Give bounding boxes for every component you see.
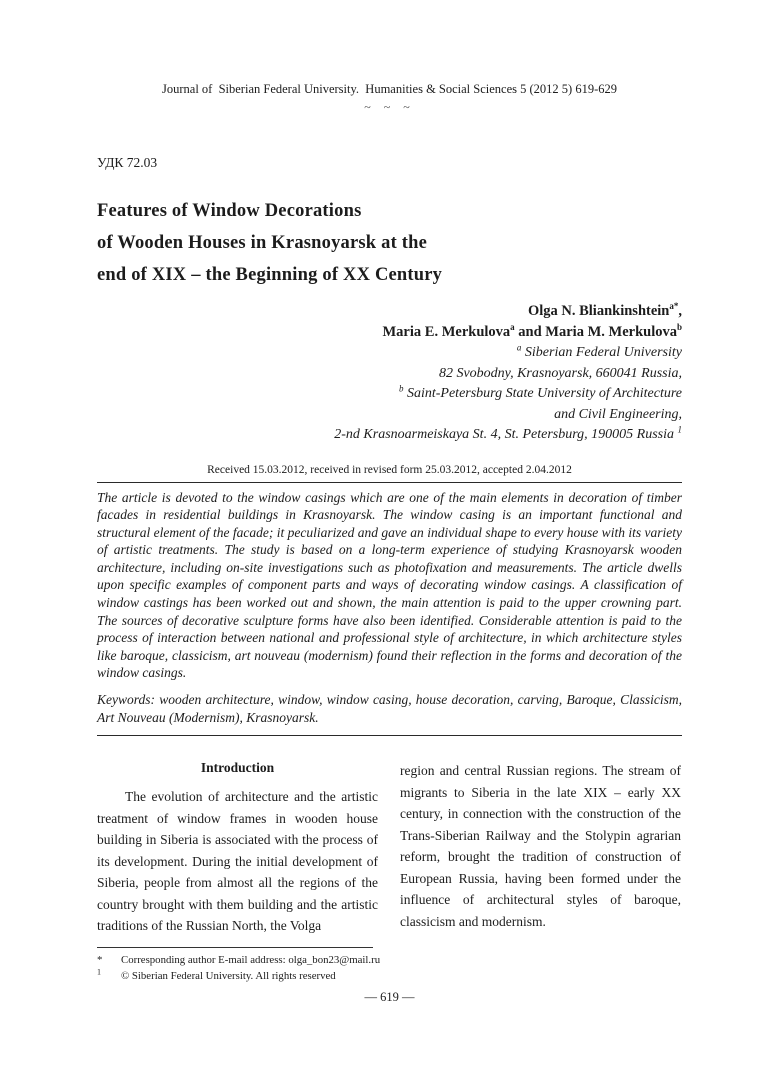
affiliation-line-5	[97, 425, 682, 446]
article-title-line-2: of Wooden Houses in Krasnoyarsk at the	[97, 233, 428, 253]
author-affiliation-mark: b	[676, 322, 682, 333]
author-affiliation-mark: a	[510, 322, 515, 333]
footnote-separator-rule	[97, 947, 373, 948]
author-name: and Maria M. Merkulova	[514, 324, 677, 340]
author-line-2	[97, 322, 682, 343]
keywords-paragraph: Keywords: wooden architecture, window, window casing, house decoration, carving, Baroque, Classicism, Art Nouveau (Modernism), Krasnoyarsk.	[97, 692, 682, 725]
journal-header-line: Journal of Siberian Federal University. Humanities & Social Sciences 5 (2012 5) 619-629	[162, 82, 617, 96]
tilde-separator: ~ ~ ~	[364, 100, 415, 114]
footnote-marker-asterisk: *	[97, 954, 103, 966]
body-paragraph-right: region and central Russian regions. The stream of migrants to Siberia in the late XIX – early XX century, in connection with the construction of the Trans-Siberian Railway and the Stolypin agrarian reform, brought the tradition of construction of European Russia, having been formed under the influence of architectural styles of baroque, classicism and modernism.	[400, 763, 681, 929]
abstract-bottom-rule	[97, 735, 682, 736]
footnote-marker-one	[97, 966, 121, 985]
affiliation-line-2	[97, 364, 682, 385]
introduction-heading: Introduction	[200, 760, 275, 776]
affiliation-text: 82 Svobodny, Krasnoyarsk, 660041 Russia,	[438, 365, 682, 381]
footnotes-block	[97, 953, 682, 984]
affiliation-line-4	[97, 405, 682, 426]
footnote-reference-mark: 1	[677, 424, 682, 435]
affiliation-text: 2-nd Krasnoarmeiskaya St. 4, St. Petersburg, 190005 Russia	[334, 427, 678, 442]
footnote-corresponding-author	[97, 953, 682, 969]
article-title	[97, 195, 682, 291]
body-paragraph-left: The evolution of architecture and the artistic treatment of window frames in wooden house building in Siberia is associated with the process of its development. During the initial development of Siberia, people from almost all the regions of the country brought with them building and the artistic traditions of the Russian North, the Volga	[97, 789, 378, 934]
author-name: Maria E. Merkulova	[382, 324, 511, 340]
right-column	[400, 760, 681, 937]
footnote-text-copyright: © Siberian Federal University. All rights reserved	[121, 969, 336, 982]
affiliation-line-3	[97, 384, 682, 405]
footnote-text-email: Corresponding author E-mail address: olga_bon23@mail.ru	[121, 954, 381, 966]
abstract-top-rule	[97, 482, 682, 483]
abstract-paragraph: The article is devoted to the window casings which are one of the main elements in decoration of timber facades in residential buildings in Krasnoyarsk. The window casing is an important functional and structural element of the facade; it peculiarized and gave an individual shape to every house with its variety of artistic treatments. The study is based on a long-term experience of studying Krasnoyarsk wooden architecture, including on-site investigations such as photofixation and measurements. The article dwells upon specific examples of component parts and ways of decorating window casings. A classification of window castings has been worked out and shown, the main attention is paid to the upper crowning part. The sources of decorative sculpture forms have also been identified. Considerable attention is paid to the process of interaction between national and professional style of architecture, in which architecture styles like baroque, classicism, art nouveau (modernism) found their reflection in the forms and decoration of the window casings.	[97, 489, 682, 681]
footnote-copyright	[97, 966, 682, 985]
left-column	[97, 760, 378, 937]
affiliation-text: and Civil Engineering,	[554, 406, 682, 422]
udk-code: УДК 72.03	[97, 155, 158, 170]
footnote-marker-one-sup: 1	[97, 966, 101, 976]
affiliation-text: Siberian Federal University	[521, 345, 682, 360]
affiliation-mark: a	[516, 342, 522, 353]
authors-block	[97, 301, 682, 343]
article-title-line-3: end of XIX – the Beginning of XX Century	[97, 265, 443, 285]
page-number: — 619 —	[364, 990, 415, 1004]
author-line-1	[97, 301, 682, 322]
affiliation-text: Saint-Petersburg State University of Architecture	[403, 386, 682, 401]
two-column-body	[97, 760, 682, 937]
author-line-tail: ,	[678, 303, 682, 319]
affiliation-mark: b	[398, 383, 404, 394]
affiliation-block	[97, 343, 682, 446]
received-dates-line: Received 15.03.2012, received in revised form 25.03.2012, accepted 2.04.2012	[207, 463, 572, 476]
author-affiliation-mark: a*	[669, 301, 679, 312]
article-title-line-1: Features of Window Decorations	[97, 201, 362, 221]
affiliation-line-1	[97, 343, 682, 364]
author-name: Olga N. Bliankinshtein	[527, 303, 670, 319]
